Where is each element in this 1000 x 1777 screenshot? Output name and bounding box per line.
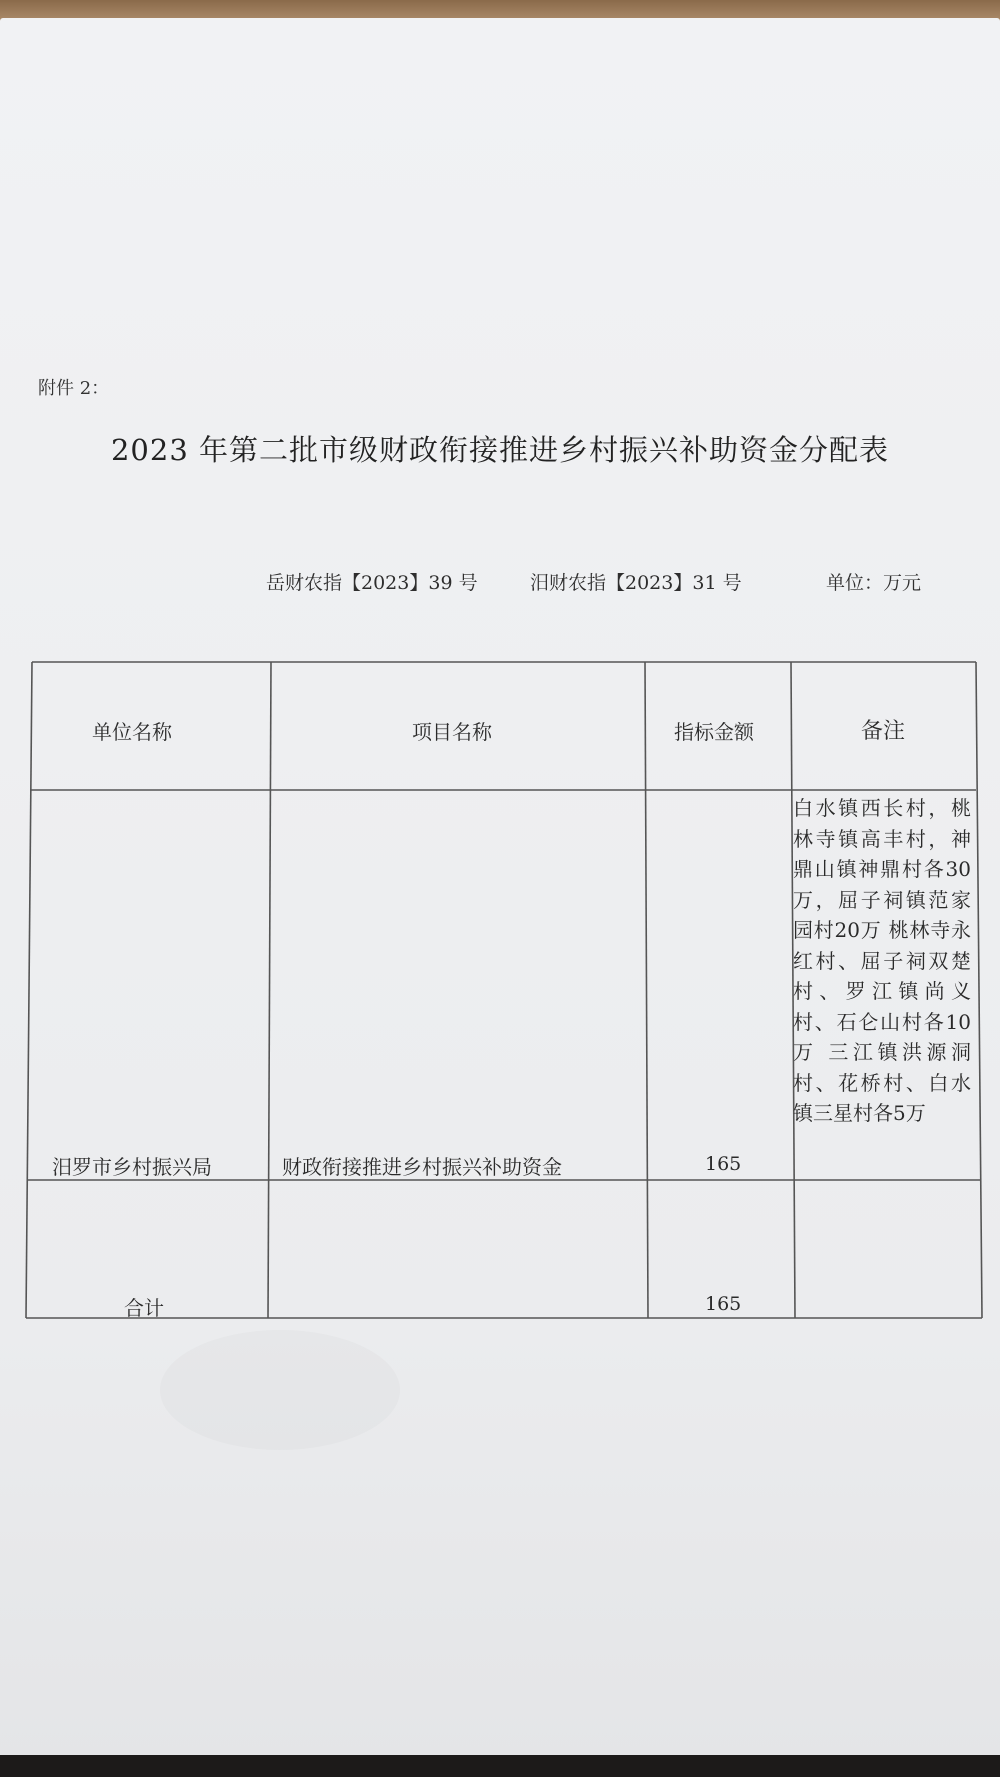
reference-number-2: 汨财农指【2023】31 号 xyxy=(530,572,742,594)
column-divider-2 xyxy=(645,662,648,1318)
row-amount: 165 xyxy=(705,1153,742,1175)
header-remarks: 备注 xyxy=(861,719,906,744)
row-project-name: 财政衔接推进乡村振兴补助资金 xyxy=(282,1155,562,1179)
column-divider-1 xyxy=(268,662,271,1318)
total-label: 合计 xyxy=(124,1296,164,1320)
unit-label: 单位：万元 xyxy=(826,572,922,594)
total-amount: 165 xyxy=(705,1293,742,1315)
header-project-name: 项目名称 xyxy=(412,720,492,744)
attachment-label: 附件 2： xyxy=(38,378,110,399)
row-unit-name: 汨罗市乡村振兴局 xyxy=(52,1155,212,1179)
row-remarks: 白水镇西长村，桃林寺镇高丰村，神鼎山镇神鼎村各30万，屈子祠镇范家园村20万 桃林寺永红村、屈子祠双楚村、罗江镇尚义村、石仑山村各10万 三江镇洪源洞村、花桥村、白水镇三星村各5万 xyxy=(793,796,971,1125)
reference-number-1: 岳财农指【2023】39 号 xyxy=(266,572,478,594)
document-title: 2023 年第二批市级财政衔接推进乡村振兴补助资金分配表 xyxy=(110,433,890,467)
header-amount: 指标金额 xyxy=(674,720,754,744)
header-unit-name: 单位名称 xyxy=(92,720,172,744)
table-border-left xyxy=(26,662,32,1318)
table-border-right xyxy=(976,662,982,1318)
